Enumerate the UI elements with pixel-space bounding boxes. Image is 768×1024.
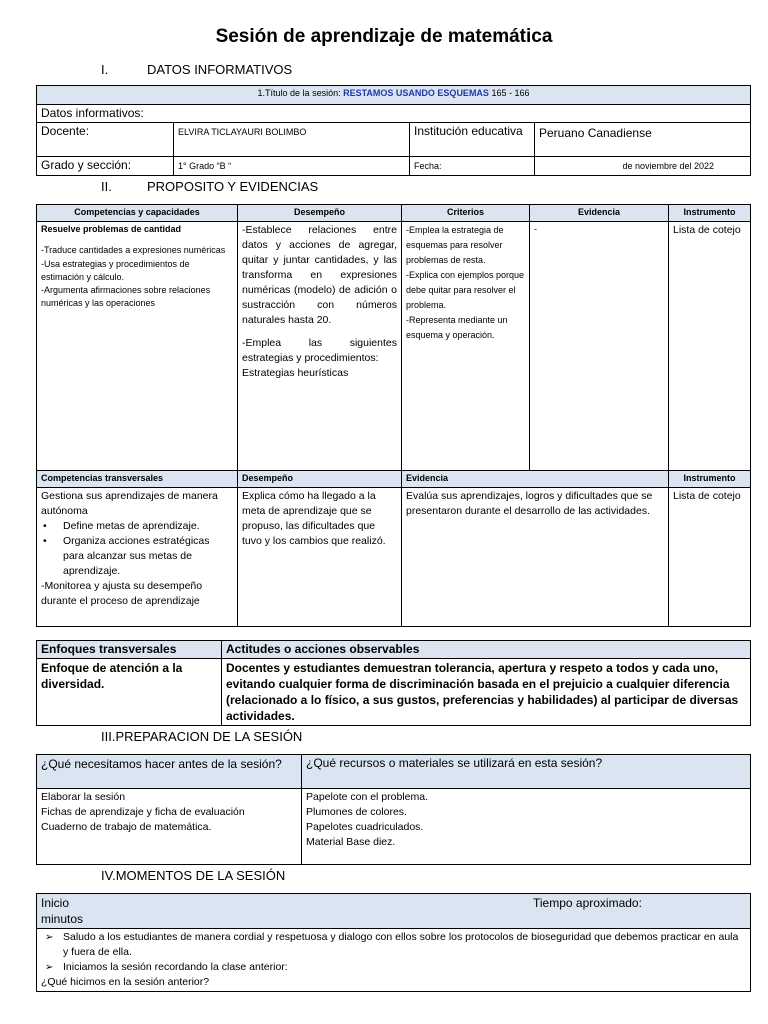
evidencia-cell: -	[530, 222, 669, 471]
bullet-icon: •	[43, 520, 47, 532]
bullet-text: Organiza acciones estratégicas para alcanzar sus metas de aprendizaje.	[63, 535, 210, 577]
header-desempeno-transversal: Desempeño	[238, 471, 402, 488]
recurso-item: Papelotes cuadriculados.	[306, 821, 424, 833]
header-instrumento-transversal: Instrumento	[669, 471, 751, 488]
preparacion-table	[36, 754, 751, 865]
enfoques-table	[36, 640, 751, 726]
header-competencias: Competencias y capacidades	[37, 205, 238, 222]
desempeno-cell	[238, 222, 402, 471]
competencia-transversal: Gestiona sus aprendizajes de manera autónoma	[41, 490, 218, 517]
criterio-item: -Explica con ejemplos porque debe quitar para resolver el problema.	[406, 270, 525, 310]
antes-item: Cuaderno de trabajo de matemática.	[41, 821, 212, 833]
bullet-text: Define metas de aprendizaje.	[63, 520, 200, 532]
inicio-body	[37, 929, 751, 992]
momento-item	[41, 930, 746, 960]
header-evidencia: Evidencia	[530, 205, 669, 222]
fecha-value: de noviembre del 2022	[535, 157, 751, 176]
momento-item	[41, 960, 746, 975]
bullet-icon: •	[43, 535, 47, 547]
enfoque-value: Enfoque de atención a la diversidad.	[37, 659, 222, 726]
proposito-table	[36, 204, 751, 627]
recurso-item: Papelote con el problema.	[306, 791, 428, 803]
docente-value: ELVIRA TICLAYAURI BOLIMBO	[174, 123, 410, 157]
section-3-label: III.PREPARACION DE LA SESIÓN	[101, 729, 303, 744]
antes-item: Fichas de aprendizaje y ficha de evaluación	[41, 806, 245, 818]
antes-cell	[37, 789, 302, 865]
section-1-label: DATOS INFORMATIVOS	[147, 62, 293, 77]
momento-text: Saludo a los estudiantes de manera cordial y respetuosa y dialogo con ellos sobre los protocolos de bioseguridad que debemos practicar en aula y fuera de ella.	[63, 931, 739, 958]
header-actitudes: Actitudes o acciones observables	[222, 641, 751, 659]
competencia-transversal-cell	[37, 488, 238, 627]
docente-label: Docente:	[37, 123, 174, 157]
criterio-item: -Emplea la estrategia de esquemas para resolver problemas de resta.	[406, 225, 504, 265]
institucion-value: Peruano Canadiense	[535, 123, 751, 157]
institucion-label: Institución educativa	[410, 123, 535, 157]
criterio-item: -Representa mediante un esquema y operación.	[406, 315, 508, 340]
header-instrumento: Instrumento	[669, 205, 751, 222]
inicio-header	[37, 894, 751, 929]
criterios-cell	[402, 222, 530, 471]
desempeno-estrategias: -Emplea las siguientes estrategias y procedimientos:	[242, 337, 397, 364]
capacidad-item: -Usa estrategias y procedimientos de estimación y cálculo.	[41, 259, 190, 282]
actitud-value: Docentes y estudiantes demuestran tolerancia, apertura y respeto a todos y cada uno, evitando cualquier forma de discriminación basada en el prejuicio a cualquier diferencia (relacionado a lo físico, a sus gustos, preferencias y habilidades) al participar de diversas actividades.	[222, 659, 751, 726]
monitorea-text: -Monitorea y ajusta su desempeño durante el proceso de aprendizaje	[41, 580, 203, 607]
inicio-label: Inicio	[41, 896, 70, 910]
antes-item: Elaborar la sesión	[41, 791, 126, 803]
header-desempeno: Desempeño	[238, 205, 402, 222]
datos-informativos-table	[36, 85, 751, 176]
capacidad-item: -Traduce cantidades a expresiones numéricas	[41, 245, 226, 255]
datos-header: Datos informativos:	[37, 105, 751, 123]
section-2-number: II.	[101, 179, 112, 194]
fecha-label: Fecha:	[410, 157, 535, 176]
session-title-cell	[37, 86, 751, 105]
instrumento-transversal-cell: Lista de cotejo	[669, 488, 751, 627]
recurso-item: Material Base diez.	[306, 836, 396, 848]
desempeno-heuristicas: Estrategias heurísticas	[242, 367, 349, 379]
tiempo-label: Tiempo aproximado:	[533, 896, 642, 910]
grado-value: 1° Grado “B “	[174, 157, 410, 176]
bullet-item	[41, 534, 233, 579]
minutos-label: minutos	[41, 912, 84, 926]
competencias-cell	[37, 222, 238, 471]
session-title-prefix: 1.Título de la sesión:	[257, 88, 344, 98]
evidencia-transversal-cell: Evalúa sus aprendizajes, logros y dificultades que se presentaron durante el desarrollo de las actividades.	[402, 488, 669, 627]
header-enfoques: Enfoques transversales	[37, 641, 222, 659]
header-evidencia-transversal: Evidencia	[402, 471, 669, 488]
arrow-bullet-icon: ➢	[45, 962, 54, 973]
desempeno-transversal-cell: Explica cómo ha llegado a la meta de aprendizaje que se propuso, las dificultades que tuvo y los cambios que realizó.	[238, 488, 402, 627]
instrumento-cell: Lista de cotejo	[669, 222, 751, 471]
section-4-label: IV.MOMENTOS DE LA SESIÓN	[101, 868, 286, 883]
grado-label: Grado y sección:	[37, 157, 174, 176]
recurso-item: Plumones de colores.	[306, 806, 407, 818]
competencia-title: Resuelve problemas de cantidad	[41, 224, 182, 234]
section-2-label: PROPOSITO Y EVIDENCIAS	[147, 179, 319, 194]
header-antes: ¿Qué necesitamos hacer antes de la sesión?	[37, 755, 302, 789]
header-competencias-transversales: Competencias transversales	[37, 471, 238, 488]
capacidad-item: -Argumenta afirmaciones sobre relaciones numéricas y las operaciones	[41, 285, 211, 308]
momento-text: Iniciamos la sesión recordando la clase anterior:	[63, 961, 288, 973]
recursos-cell	[302, 789, 751, 865]
desempeno-text: -Establece relaciones entre datos y acciones de agregar, quitar y juntar cantidades, y las transforma en expresiones numéricas (modelo) de adición o sustracción con números naturales hasta 20.	[242, 224, 397, 326]
bullet-item	[41, 519, 233, 534]
arrow-bullet-icon: ➢	[45, 932, 54, 943]
momento-pregunta: ¿Qué hicimos en la sesión anterior?	[41, 976, 210, 988]
section-1-number: I.	[101, 62, 109, 77]
header-criterios: Criterios	[402, 205, 530, 222]
session-title: RESTAMOS USANDO ESQUEMAS	[343, 88, 489, 98]
momentos-table	[36, 893, 751, 992]
page-title: Sesión de aprendizaje de matemática	[215, 26, 553, 47]
session-pages: 165 - 166	[488, 88, 530, 98]
header-recursos: ¿Qué recursos o materiales se utilizará en esta sesión?	[302, 755, 751, 789]
